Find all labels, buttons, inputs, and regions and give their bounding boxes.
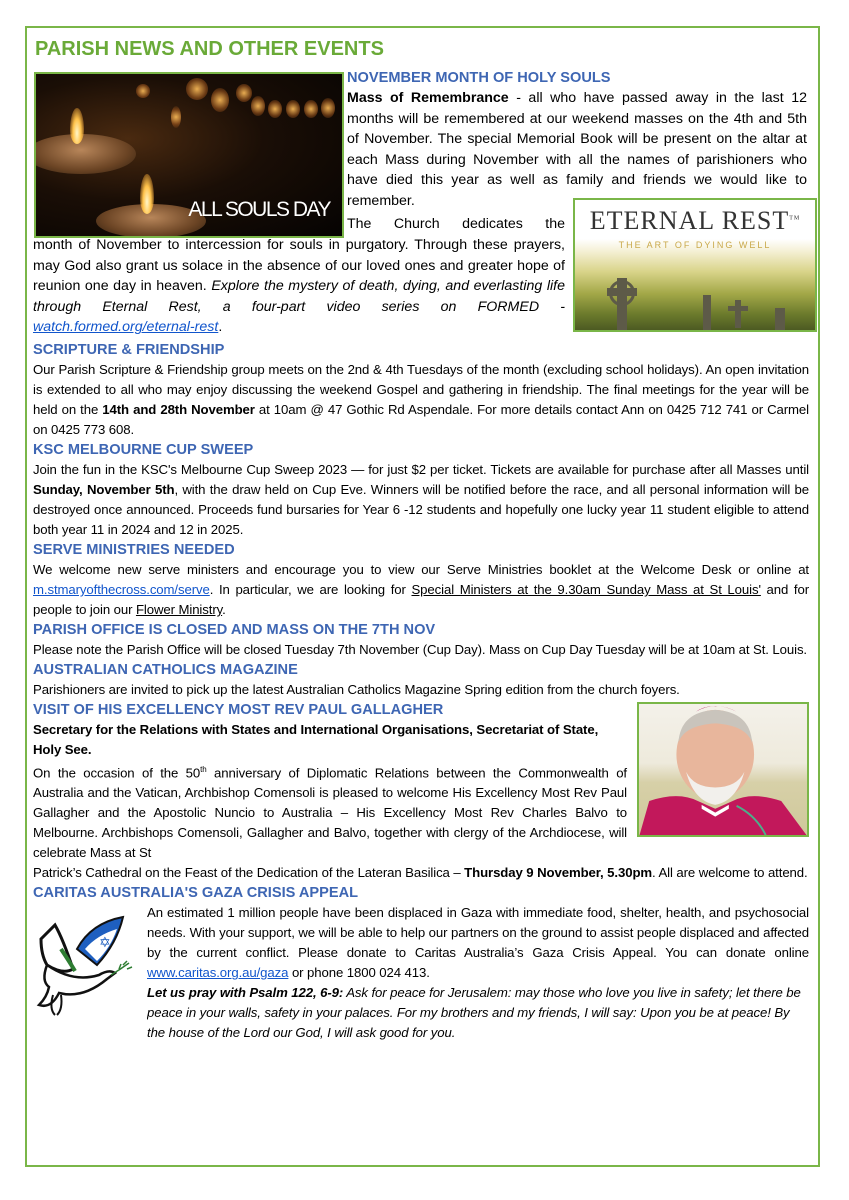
purgatory-paragraph: month of November to intercession for souls in purgatory. Through these prayers, may God also grant us solace in the absence of our loved ones and greater hope of reunion one day in heaven. Explore the mystery of death, dying, and everlasting life through Eternal Rest, a four-part video series on FORMED - watch.formed.org/eternal-rest. bbox=[33, 237, 565, 336]
star-of-david-icon: ✡ bbox=[99, 935, 111, 952]
caritas-paragraph: An estimated 1 million people have been displaced in Gaza with immediate food, shelter, health, and psychosocial needs. With your support, we will be able to help our partners on the ground to assist people displaced and affected by the current conflict. Please donate to Caritas Australia’s Gaza Crisis Appeal. You can donate online www.caritas.org.au/gaza or phone 1800 024 413. bbox=[147, 905, 809, 981]
peace-dove-icon bbox=[33, 909, 141, 1019]
holy-souls-paragraph: Mass of Remembrance - all who have passed away in the last 12 months will be remembered at our weekend masses on the 4th and 5th of November. The special Memorial Book will be present on the altar at each Mass during November with all the names of parishioners who have died this year as well as family and friends we would like to remember. bbox=[347, 90, 807, 209]
church-dedicates-line: The Church dedicates the bbox=[347, 216, 565, 232]
eternal-rest-image bbox=[573, 198, 817, 332]
serve-link[interactable]: m.stmaryofthecross.com/serve bbox=[33, 582, 210, 597]
visit-paragraph-end: Patrick’s Cathedral on the Feast of the Dedication of the Lateran Basilica – Thursday 9 November, 5.30pm. All are welcome to attend. bbox=[33, 865, 808, 881]
eternal-rest-title: ETERNAL REST™ bbox=[589, 206, 801, 235]
main-content bbox=[33, 340, 809, 1043]
section-heading-scripture: SCRIPTURE & FRIENDSHIP bbox=[33, 342, 225, 358]
formed-link[interactable]: watch.formed.org/eternal-rest bbox=[33, 319, 219, 336]
all-souls-day-image bbox=[34, 72, 344, 238]
section-heading-visit: VISIT OF HIS EXCELLENCY MOST REV PAUL GALLAGHER bbox=[33, 702, 444, 718]
magazine-paragraph: Parishioners are invited to pick up the latest Australian Catholics Magazine Spring edition from the church foyers. bbox=[33, 682, 680, 697]
ksc-paragraph: Join the fun in the KSC's Melbourne Cup Sweep 2023 — for just $2 per ticket. Tickets are available for purchase after all Masses until Sunday, November 5th, with the draw held on Cup Eve. Winners will be notified before the race, and all personal information will be destroyed once announced. Proceeds fund bursaries for Year 6 -12 students and hopefully one lucky year 11 student eligible to attend both year 11 in 2024 and 12 in 2025. bbox=[33, 462, 810, 537]
scripture-paragraph: Our Parish Scripture & Friendship group meets on the 2nd & 4th Tuesdays of the month (excluding school holidays). An open invitation is extended to all who may enjoy discussing the weekend Gospel and gathering in friendship. The final meetings for the year will be held on the 14th and 28th November at 10am @ 47 Gothic Rd Aspendale. For more details contact Ann on 0425 712 741 or Carmel on 0425 773 608. bbox=[33, 362, 809, 437]
section-heading-serve: SERVE MINISTRIES NEEDED bbox=[33, 542, 235, 558]
section-heading-magazine: AUSTRALIAN CATHOLICS MAGAZINE bbox=[33, 662, 298, 678]
section-heading-caritas: CARITAS AUSTRALIA'S GAZA CRISIS APPEAL bbox=[33, 885, 359, 902]
holy-souls-section bbox=[347, 68, 807, 212]
visit-paragraph: On the occasion of the 50th anniversary of Diplomatic Relations between the Commonwealth of Australia and the Vatican, Archbishop Comensoli is pleased to welcome His Excellency Most Rev Paul Gallagher and the Apostolic Nuncio to Australia – His Excellency Most Rev Charles Balvo to Melbourne. Archbishops Comensoli, Gallagher and Balvo, together with clergy of the Archdiocese, will celebrate Mass at St bbox=[33, 765, 627, 861]
psalm-paragraph: Let us pray with Psalm 122, 6-9: Ask for peace for Jerusalem: may those who love you live in safety; let there be peace in your walls, safety in your palaces. For my brothers and my friends, I will say: Upon you be at peace! By the house of the Lord our God, I will ask good for you. bbox=[147, 985, 801, 1041]
section-heading-office: PARISH OFFICE IS CLOSED AND MASS ON THE 7TH NOV bbox=[33, 622, 436, 638]
page-title: PARISH NEWS AND OTHER EVENTS bbox=[35, 38, 384, 60]
serve-paragraph: We welcome new serve ministers and encourage you to view our Serve Ministries booklet at the Welcome Desk or online at m.stmaryofthecross.com/serve. In particular, we are looking for Special Ministers at the 9.30am Sunday Mass at St Louis' and for people to join our Flower Ministry. bbox=[33, 562, 810, 617]
visit-subtitle: Secretary for the Relations with States and International Organisations, Secretariat of State, Holy See. bbox=[33, 722, 599, 757]
archbishop-gallagher-photo bbox=[637, 702, 809, 837]
all-souls-caption: ALL SOULS DAY bbox=[188, 198, 330, 221]
section-heading-ksc: KSC MELBOURNE CUP SWEEP bbox=[33, 442, 254, 458]
eternal-rest-subtitle: THE ART OF DYING WELL bbox=[618, 240, 772, 250]
visit-section bbox=[33, 700, 809, 883]
caritas-section bbox=[33, 903, 809, 1043]
newsletter-frame bbox=[25, 26, 820, 1167]
section-heading-holy-souls: NOVEMBER MONTH OF HOLY SOULS bbox=[347, 70, 611, 86]
office-paragraph: Please note the Parish Office will be closed Tuesday 7th November (Cup Day). Mass on Cup Day Tuesday will be at 10am at St. Louis. bbox=[33, 642, 807, 657]
caritas-link[interactable]: www.caritas.org.au/gaza bbox=[147, 965, 289, 981]
